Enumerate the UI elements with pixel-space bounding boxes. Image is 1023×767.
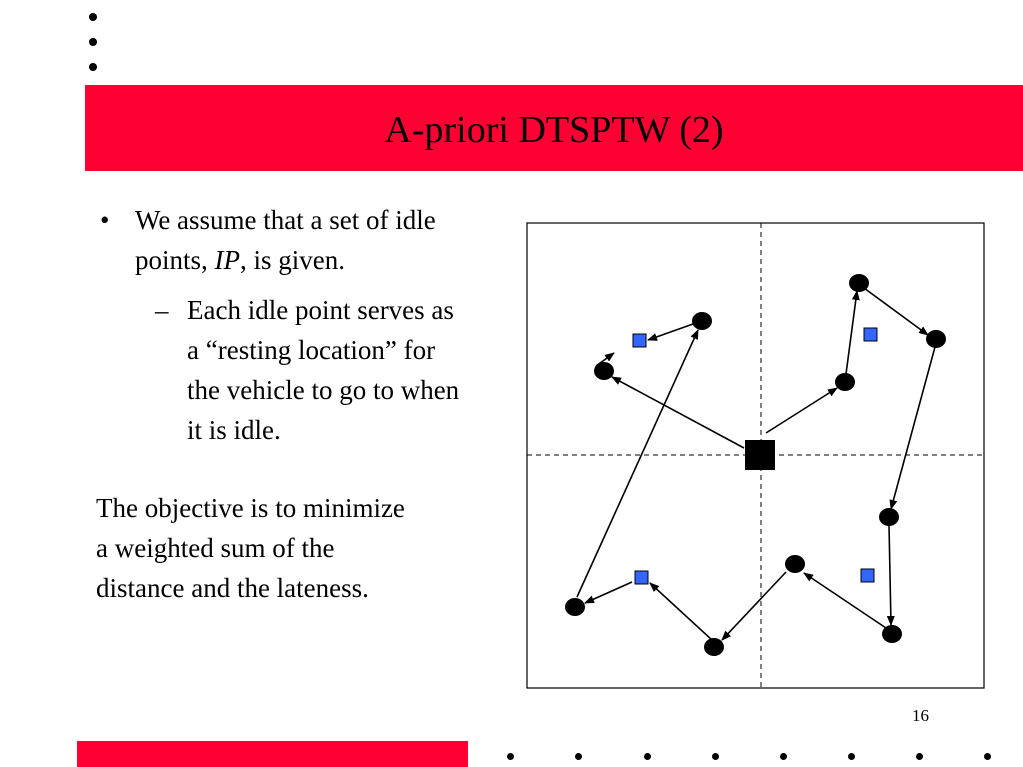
footer-dot [916, 753, 923, 760]
customer-node [594, 362, 614, 380]
idle-point [864, 328, 877, 341]
route-arrow [891, 347, 935, 509]
sub-bullet-line: the vehicle to go to when [187, 375, 460, 405]
objective-line: distance and the lateness. [96, 573, 369, 603]
footer-dot [575, 753, 582, 760]
sub-bullet-line: it is idle. [187, 415, 281, 445]
sub-bullet-line: Each idle point serves as [187, 295, 454, 325]
text-run: points, [135, 245, 215, 275]
slide-number: 16 [912, 706, 929, 725]
footer-dot [712, 753, 719, 760]
objective-line: a weighted sum of the [96, 533, 335, 563]
idle-point [635, 571, 648, 584]
route-arrow [889, 525, 891, 625]
customer-node [926, 330, 946, 348]
footer-dot [644, 753, 651, 760]
customer-node [835, 373, 855, 391]
route-arrow [612, 377, 744, 448]
bullet-line: We assume that a set of idle [135, 205, 436, 235]
idle-point [861, 569, 874, 582]
objective-line: The objective is to minimize [96, 493, 405, 523]
text-run: , is given. [240, 245, 345, 275]
customer-node [882, 625, 902, 643]
bullet-marker: • [100, 205, 110, 235]
customer-node [879, 508, 899, 526]
route-arrow [766, 388, 837, 433]
slide-title: A-priori DTSPTW (2) [384, 109, 724, 151]
italic-symbol-ip: IP [214, 245, 240, 275]
footer-bar [77, 741, 468, 767]
route-arrow [846, 291, 857, 374]
sub-bullet-line: a “resting location” for [187, 335, 436, 365]
customer-node [704, 638, 724, 656]
sub-bullet-marker: – [155, 295, 169, 325]
footer-dot [780, 753, 787, 760]
idle-point [633, 334, 646, 347]
footer-dot [848, 753, 855, 760]
customer-node [565, 598, 585, 616]
route-arrow [722, 572, 786, 640]
footer-dot [984, 753, 991, 760]
customer-node [849, 274, 869, 292]
footer-dot [507, 753, 514, 760]
route-arrow [585, 582, 632, 603]
route-arrow [650, 583, 712, 640]
customer-node [785, 555, 805, 573]
customer-node [692, 312, 712, 330]
route-arrow [648, 324, 693, 340]
depot-square [745, 440, 775, 470]
